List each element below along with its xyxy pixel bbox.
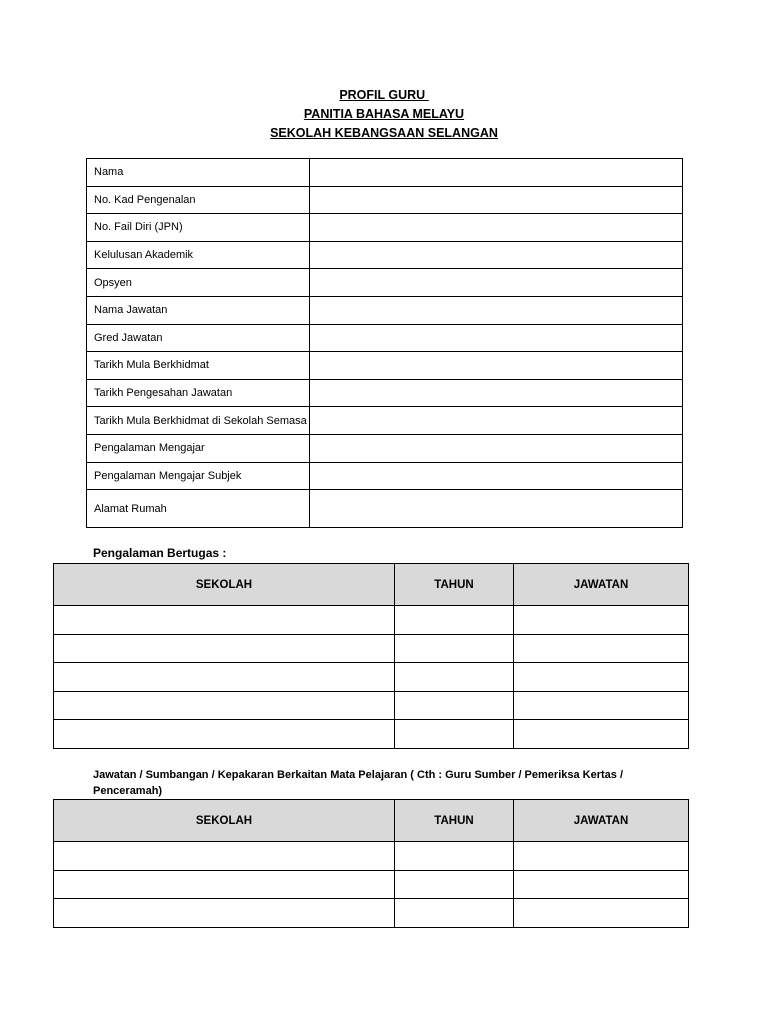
profile-row — [87, 324, 683, 352]
cell-year[interactable] — [395, 899, 514, 928]
table-row — [54, 606, 689, 635]
column-header-position: JAWATAN — [514, 564, 689, 606]
cell-year[interactable] — [395, 720, 514, 749]
cell-position[interactable] — [514, 720, 689, 749]
profile-field-value[interactable] — [310, 159, 683, 187]
cell-school[interactable] — [54, 663, 395, 692]
cell-position[interactable] — [514, 870, 689, 899]
table-row — [54, 663, 689, 692]
cell-school[interactable] — [54, 634, 395, 663]
cell-school[interactable] — [54, 720, 395, 749]
cell-school[interactable] — [54, 842, 395, 871]
profile-row — [87, 434, 683, 462]
profile-field-label: No. Kad Pengenalan — [87, 186, 310, 214]
cell-position[interactable] — [514, 606, 689, 635]
table-row — [54, 870, 689, 899]
profile-field-label: Nama — [87, 159, 310, 187]
table-row — [54, 634, 689, 663]
table-row — [54, 899, 689, 928]
profile-field-value[interactable] — [310, 214, 683, 242]
profile-field-value[interactable] — [310, 379, 683, 407]
document-title — [0, 86, 768, 143]
profile-field-label: Kelulusan Akademik — [87, 241, 310, 269]
cell-position[interactable] — [514, 634, 689, 663]
profile-field-value[interactable] — [310, 352, 683, 380]
profile-table — [86, 158, 683, 528]
table-header-row — [54, 564, 689, 606]
profile-field-label: Opsyen — [87, 269, 310, 297]
cell-school[interactable] — [54, 606, 395, 635]
cell-year[interactable] — [395, 842, 514, 871]
profile-field-label: Pengalaman Mengajar — [87, 434, 310, 462]
profile-row — [87, 379, 683, 407]
title-line-2: PANITIA BAHASA MELAYU — [303, 107, 465, 121]
profile-field-label: Tarikh Mula Berkhidmat di Sekolah Semasa — [87, 407, 310, 435]
cell-position[interactable] — [514, 691, 689, 720]
profile-row — [87, 214, 683, 242]
contributions-heading: Jawatan / Sumbangan / Kepakaran Berkaitan Mata Pelajaran ( Cth : Guru Sumber / Pemeriksa Kertas / Penceramah) — [93, 769, 624, 797]
title-line-1: PROFIL GURU — [339, 88, 429, 102]
profile-field-label: Gred Jawatan — [87, 324, 310, 352]
contributions-table — [53, 799, 689, 928]
profile-row — [87, 407, 683, 435]
cell-position[interactable] — [514, 663, 689, 692]
cell-school[interactable] — [54, 899, 395, 928]
profile-row — [87, 490, 683, 528]
cell-year[interactable] — [395, 663, 514, 692]
profile-field-value[interactable] — [310, 434, 683, 462]
cell-year[interactable] — [395, 870, 514, 899]
cell-year[interactable] — [395, 691, 514, 720]
cell-year[interactable] — [395, 634, 514, 663]
profile-field-value[interactable] — [310, 324, 683, 352]
profile-field-label: Tarikh Pengesahan Jawatan — [87, 379, 310, 407]
profile-row — [87, 462, 683, 490]
profile-field-value[interactable] — [310, 407, 683, 435]
profile-row — [87, 241, 683, 269]
table-row — [54, 720, 689, 749]
profile-row — [87, 352, 683, 380]
cell-school[interactable] — [54, 870, 395, 899]
table-header-row — [54, 800, 689, 842]
cell-position[interactable] — [514, 899, 689, 928]
table-row — [54, 842, 689, 871]
column-header-school: SEKOLAH — [54, 564, 395, 606]
column-header-position: JAWATAN — [514, 800, 689, 842]
profile-field-label: No. Fail Diri (JPN) — [87, 214, 310, 242]
column-header-school: SEKOLAH — [54, 800, 395, 842]
experience-heading: Pengalaman Bertugas : — [93, 546, 227, 560]
profile-field-label: Alamat Rumah — [87, 490, 310, 528]
profile-field-value[interactable] — [310, 186, 683, 214]
profile-field-value[interactable] — [310, 490, 683, 528]
profile-field-label: Pengalaman Mengajar Subjek — [87, 462, 310, 490]
profile-field-value[interactable] — [310, 269, 683, 297]
profile-field-value[interactable] — [310, 296, 683, 324]
cell-position[interactable] — [514, 842, 689, 871]
title-line-3: SEKOLAH KEBANGSAAN SELANGAN — [270, 126, 498, 140]
profile-row — [87, 159, 683, 187]
column-header-year: TAHUN — [395, 800, 514, 842]
cell-year[interactable] — [395, 606, 514, 635]
profile-row — [87, 269, 683, 297]
profile-field-label: Nama Jawatan — [87, 296, 310, 324]
profile-field-value[interactable] — [310, 462, 683, 490]
column-header-year: TAHUN — [395, 564, 514, 606]
profile-row — [87, 186, 683, 214]
table-row — [54, 691, 689, 720]
cell-school[interactable] — [54, 691, 395, 720]
profile-field-value[interactable] — [310, 241, 683, 269]
profile-field-label: Tarikh Mula Berkhidmat — [87, 352, 310, 380]
profile-row — [87, 296, 683, 324]
experience-table — [53, 563, 689, 749]
